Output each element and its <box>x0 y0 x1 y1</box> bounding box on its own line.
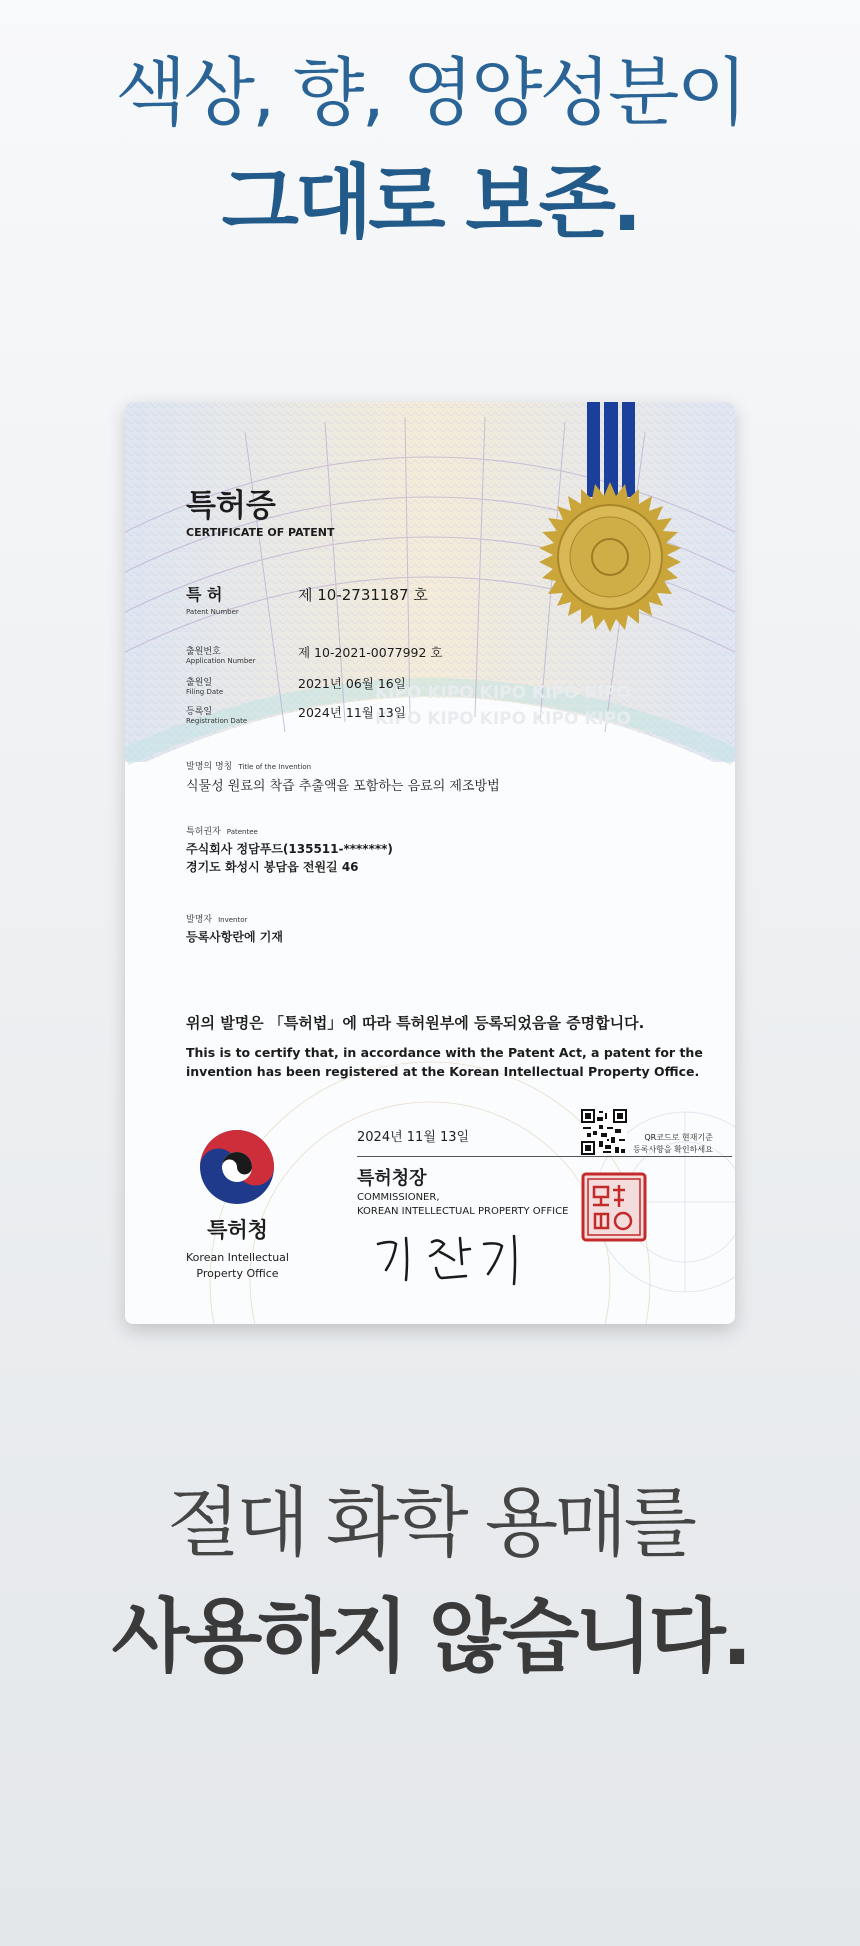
official-stamp-icon <box>581 1172 647 1242</box>
registration-date: 2024년 11월 13일 <box>298 705 406 720</box>
issue-date: 2024년 11월 13일 <box>357 1130 470 1145</box>
inventor-label: 발명자 Inventor <box>186 915 248 925</box>
bottom-headline-line1: 절대 화학 용매를 <box>166 1478 694 1567</box>
top-headline-line1: 색상, 향, 영양성분이 <box>115 50 745 136</box>
gold-seal-icon <box>535 482 685 632</box>
qr-code-icon <box>581 1109 627 1155</box>
certification-statement-en: This is to certify that, in accordance with the Patent Act, a patent for the invention has been registered at the Korean Intellectual Property Office. <box>186 1045 703 1079</box>
inventor-value: 등록사항란에 기재 <box>186 930 283 944</box>
filing-label-en: Filing Date <box>186 688 224 696</box>
certificate-title: 특허증 <box>186 488 276 524</box>
top-headline <box>0 38 860 258</box>
patent-number: 제 10-2731187 호 <box>298 586 428 604</box>
certification-statement-ko: 위의 발명은 「특허법」에 따라 특허원부에 등록되었음을 증명합니다. <box>186 1014 645 1032</box>
top-headline-line2: 그대로 보존. <box>221 156 639 249</box>
qr-note: QR코드로 현재기준 등록사항을 확인하세요 <box>633 1133 713 1154</box>
office-name: 특허청 <box>207 1218 268 1242</box>
signature-rule <box>357 1156 732 1157</box>
patent-label: 특 허 <box>186 585 223 604</box>
application-number: 제 10-2021-0077992 호 <box>298 645 443 660</box>
application-label: 출원번호 <box>186 647 221 657</box>
filing-label: 출원일 <box>186 678 213 688</box>
kipo-watermark-1: KIPO KIPO KIPO KIPO KIPO <box>375 683 631 703</box>
patentee-address: 경기도 화성시 봉담읍 전원길 46 <box>186 860 359 874</box>
kipo-watermark-2: KIPO KIPO KIPO KIPO KIPO <box>375 709 631 729</box>
commissioner-title: 특허청장 <box>357 1168 427 1189</box>
patent-certificate <box>125 402 735 1324</box>
kipo-emblem-icon <box>198 1128 276 1206</box>
office-name-en: Korean Intellectual Property Office <box>186 1251 289 1280</box>
commissioner-title-en: COMMISSIONER, KOREAN INTELLECTUAL PROPERTY OFFICE <box>357 1192 569 1217</box>
patentee-name: 주식회사 정담푸드(135511-*******) <box>186 842 393 856</box>
invention-title-label: 발명의 명칭 Title of the Invention <box>186 762 312 772</box>
invention-title: 식물성 원료의 착즙 추출액을 포함하는 음료의 제조방법 <box>186 779 500 794</box>
commissioner-signature <box>370 1230 530 1290</box>
certificate-subtitle: CERTIFICATE OF PATENT <box>186 526 335 539</box>
bottom-headline-line2: 사용하지 않습니다. <box>111 1590 749 1683</box>
registration-label: 등록일 <box>186 707 213 717</box>
patent-label-en: Patent Number <box>186 608 239 616</box>
filing-date: 2021년 06월 16일 <box>298 676 406 691</box>
application-label-en: Application Number <box>186 657 256 665</box>
bottom-headline <box>0 1468 860 1692</box>
patentee-label: 특허권자 Patentee <box>186 827 258 837</box>
registration-label-en: Registration Date <box>186 717 248 725</box>
